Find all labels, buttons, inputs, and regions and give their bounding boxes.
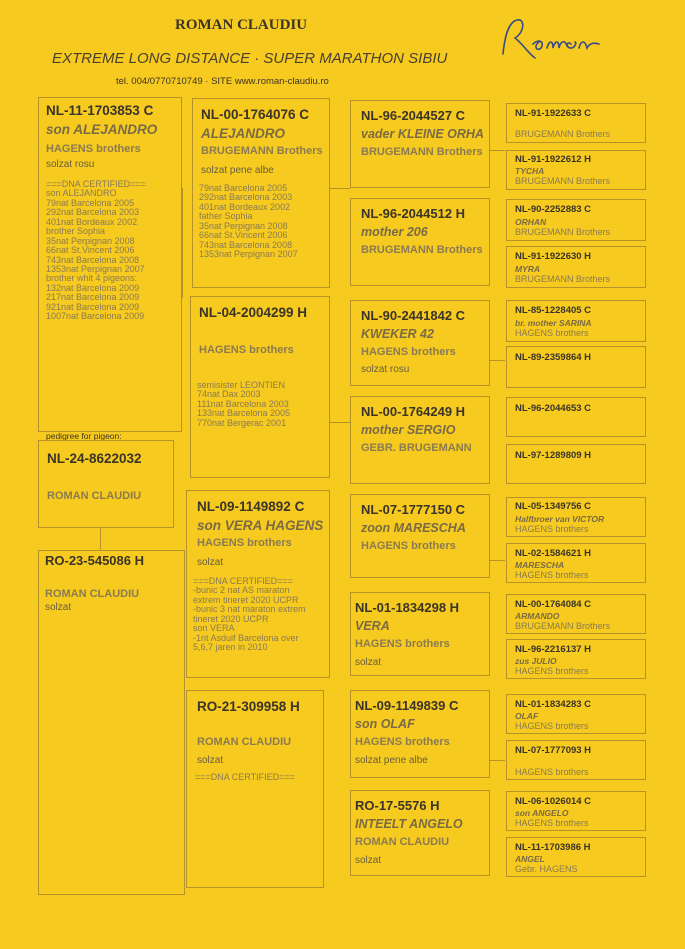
subject-box — [38, 440, 174, 528]
subject-label: pedigree for pigeon: — [46, 431, 122, 441]
name-label: MARESCHA — [515, 560, 565, 570]
owner-label: HAGENS brothers — [515, 818, 589, 828]
name-label: MYRA — [515, 264, 541, 274]
signature — [495, 14, 615, 74]
ring-label: NL-09-1149839 C — [355, 698, 459, 713]
sire-dam-box — [190, 296, 330, 478]
connector — [100, 528, 101, 550]
ring-label: NL-96-2044527 C — [361, 108, 466, 123]
page-title: ROMAN CLAUDIU — [175, 17, 308, 33]
sire-color: solzat rosu — [46, 159, 95, 170]
gen4-box — [506, 103, 646, 143]
gen4-box — [506, 594, 646, 634]
name-label: vader KLEINE ORHA — [361, 127, 484, 141]
connector — [490, 560, 505, 561]
name-label: br. mother SARINA — [515, 318, 592, 328]
gen4-box — [506, 639, 646, 679]
connector — [182, 188, 183, 298]
sire-owner: HAGENS brothers — [46, 143, 141, 155]
name-label: zus JULIO — [515, 656, 557, 666]
color-label: solzat — [355, 657, 382, 668]
ring-label: NL-05-1349756 C — [515, 501, 592, 512]
owner-label: HAGENS brothers — [515, 328, 589, 338]
gen3-box — [350, 396, 490, 484]
name-label: zoon MARESCHA — [361, 521, 466, 535]
owner-label: GEBR. BRUGEMANN — [361, 442, 472, 454]
dam-dam-note: ===DNA CERTIFIED=== — [195, 772, 295, 782]
name-label: son VERA HAGENS — [197, 518, 324, 533]
ring-label: NL-85-1228405 C — [515, 305, 592, 316]
name-label: ARMANDO — [515, 611, 560, 621]
sire-notes: ===DNA CERTIFIED=== son ALEJANDRO 79nat Barcelona 2005 292nat Barcelona 2003 401nat Bordeaux 2002 brother Sophia 35nat Perpignan 2008 66nat St.Vincent 2006 743nat Barcelona 2008 1353nat Perpignan 2007 brother whit 4 pigeons: 132nat Barcelona 2009 217nat Barcelona 2009 921nat Barcelona 2009 1007nat Barcelona 2009 — [46, 179, 146, 322]
color-label: solzat pene albe — [355, 755, 428, 766]
gen4-box — [506, 397, 646, 437]
name-label: mother SERGIO — [361, 423, 456, 437]
gen3-box — [350, 300, 490, 386]
owner-label: HAGENS brothers — [515, 570, 589, 580]
ring-label: NL-90-2252883 C — [515, 204, 592, 215]
color-label: solzat — [355, 855, 382, 866]
ring-label: NL-91-1922633 C — [515, 108, 592, 119]
owner-label: Gebr. HAGENS — [515, 864, 578, 874]
name-label: son ANGELO — [515, 808, 569, 818]
sire-dam-notes: semisister LEONTIEN 74nat Dax 2003 111nat Barcelona 2003 133nat Barcelona 2005 770nat Bergerac 2001 — [197, 380, 291, 428]
ring-label: NL-01-1834283 C — [515, 699, 592, 710]
owner-label: ROMAN CLAUDIU — [197, 736, 292, 748]
ring-label: NL-04-2004299 H — [199, 305, 308, 320]
owner-label: HAGENS brothers — [361, 540, 456, 552]
ring-label: NL-90-2441842 C — [361, 308, 466, 323]
sire-box — [38, 97, 182, 432]
ring-label: NL-96-2044512 H — [361, 206, 466, 221]
owner-label: BRUGEMANN Brothers — [201, 145, 323, 157]
owner-label: BRUGEMANN Brothers — [515, 176, 611, 186]
color-label: solzat pene albe — [201, 165, 274, 176]
name-label: INTEELT ANGELO — [355, 817, 463, 831]
ring-label: NL-11-1703986 H — [515, 842, 591, 853]
ring-label: NL-97-1289809 H — [515, 450, 592, 461]
owner-label: HAGENS brothers — [515, 666, 589, 676]
color-label: solzat — [197, 557, 224, 568]
sire-sire-notes: 79nat Barcelona 2005 292nat Barcelona 2003 401nat Bordeaux 2002 father Sophia 35nat Perpignan 2008 66nat St.Vincent 2006 743nat Barcelona 2008 1353nat Perpignan 2007 — [199, 183, 298, 260]
ring-label: NL-91-1922612 H — [515, 154, 592, 165]
ring-label: NL-09-1149892 C — [197, 499, 305, 514]
gen4-box — [506, 199, 646, 241]
color-label: solzat rosu — [361, 364, 410, 375]
name-label: ALEJANDRO — [201, 126, 286, 141]
gen4-box — [506, 246, 646, 288]
name-label: KWEKER 42 — [361, 327, 434, 341]
owner-label: BRUGEMANN Brothers — [515, 274, 611, 284]
name-label: VERA — [355, 619, 390, 633]
ring-label: NL-02-1584621 H — [515, 548, 592, 559]
ring-label: NL-96-2044653 C — [515, 403, 592, 414]
subject-ring: NL-24-8622032 — [47, 451, 142, 466]
sire-ring: NL-11-1703853 C — [46, 103, 154, 118]
dam-ring: RO-23-545086 H — [45, 553, 144, 568]
dam-sire-notes: ===DNA CERTIFIED=== -bunic 2 nat AS maraton extrem tineret 2020 UCPR -bunic 3 nat maraton extrem tineret 2020 UCPR son VERA -1nt Asduif Barcelona over 5,6,7 jaren in 2010 — [193, 576, 306, 653]
owner-label: HAGENS brothers — [355, 736, 450, 748]
ring-label: NL-96-2216137 H — [515, 644, 592, 655]
color-label: solzat — [197, 755, 224, 766]
name-label: TYCHA — [515, 166, 545, 176]
gen4-box — [506, 444, 646, 484]
gen3-box — [350, 690, 490, 778]
ring-label: NL-01-1834298 H — [355, 600, 460, 615]
ring-label: NL-00-1764249 H — [361, 404, 466, 419]
ring-label: NL-07-1777093 H — [515, 745, 592, 756]
sire-sire-box — [192, 98, 330, 288]
owner-label: BRUGEMANN Brothers — [515, 129, 611, 139]
gen4-box — [506, 791, 646, 831]
ring-label: NL-07-1777150 C — [361, 502, 466, 517]
ring-label: NL-00-1764076 C — [201, 107, 310, 122]
owner-label: HAGENS brothers — [515, 721, 589, 731]
name-label: OLAF — [515, 711, 539, 721]
owner-label: HAGENS brothers — [199, 344, 294, 356]
connector — [490, 760, 505, 761]
gen4-box — [506, 694, 646, 734]
ring-label: RO-17-5576 H — [355, 798, 440, 813]
connector — [330, 422, 350, 423]
gen3-box — [350, 100, 490, 188]
dam-color: solzat — [45, 602, 72, 613]
owner-label: HAGENS brothers — [197, 537, 292, 549]
subject-owner: ROMAN CLAUDIU — [47, 490, 142, 502]
connector — [330, 188, 350, 189]
owner-label: HAGENS brothers — [515, 767, 589, 777]
owner-label: HAGENS brothers — [515, 524, 589, 534]
connector — [490, 360, 505, 361]
ring-label: NL-00-1764084 C — [515, 599, 592, 610]
name-label: Halfbroer van VICTOR — [515, 514, 605, 524]
gen4-box — [506, 497, 646, 537]
gen3-box — [350, 494, 490, 578]
owner-label: ROMAN CLAUDIU — [355, 836, 450, 848]
name-label: ANGEL — [515, 854, 545, 864]
connector — [490, 150, 505, 151]
gen4-box — [506, 740, 646, 780]
sire-name: son ALEJANDRO — [46, 122, 158, 137]
dam-box — [38, 550, 185, 895]
gen4-box — [506, 346, 646, 388]
ring-label: RO-21-309958 H — [197, 699, 300, 714]
owner-label: BRUGEMANN Brothers — [361, 244, 483, 256]
name-label: son OLAF — [355, 717, 415, 731]
dam-sire-box — [186, 490, 330, 678]
gen4-box — [506, 837, 646, 877]
gen3-box — [350, 592, 490, 676]
contact-line: tel. 004/0770710749 · SITE www.roman-claudiu.ro — [116, 76, 329, 87]
owner-label: HAGENS brothers — [355, 638, 450, 650]
gen4-box — [506, 300, 646, 342]
owner-label: HAGENS brothers — [361, 346, 456, 358]
name-label: mother 206 — [361, 225, 428, 239]
ring-label: NL-89-2359864 H — [515, 352, 592, 363]
gen4-box — [506, 543, 646, 583]
ring-label: NL-06-1026014 C — [515, 796, 592, 807]
name-label: ORHAN — [515, 217, 547, 227]
ring-label: NL-91-1922630 H — [515, 251, 592, 262]
dam-dam-box — [186, 690, 324, 888]
gen3-box — [350, 790, 490, 876]
owner-label: BRUGEMANN Brothers — [361, 146, 483, 158]
owner-label: BRUGEMANN Brothers — [515, 227, 611, 237]
page-subtitle: EXTREME LONG DISTANCE · SUPER MARATHON SIBIU — [52, 50, 448, 67]
gen4-box — [506, 150, 646, 190]
owner-label: BRUGEMANN Brothers — [515, 621, 611, 631]
dam-owner: ROMAN CLAUDIU — [45, 588, 140, 600]
gen3-box — [350, 198, 490, 286]
